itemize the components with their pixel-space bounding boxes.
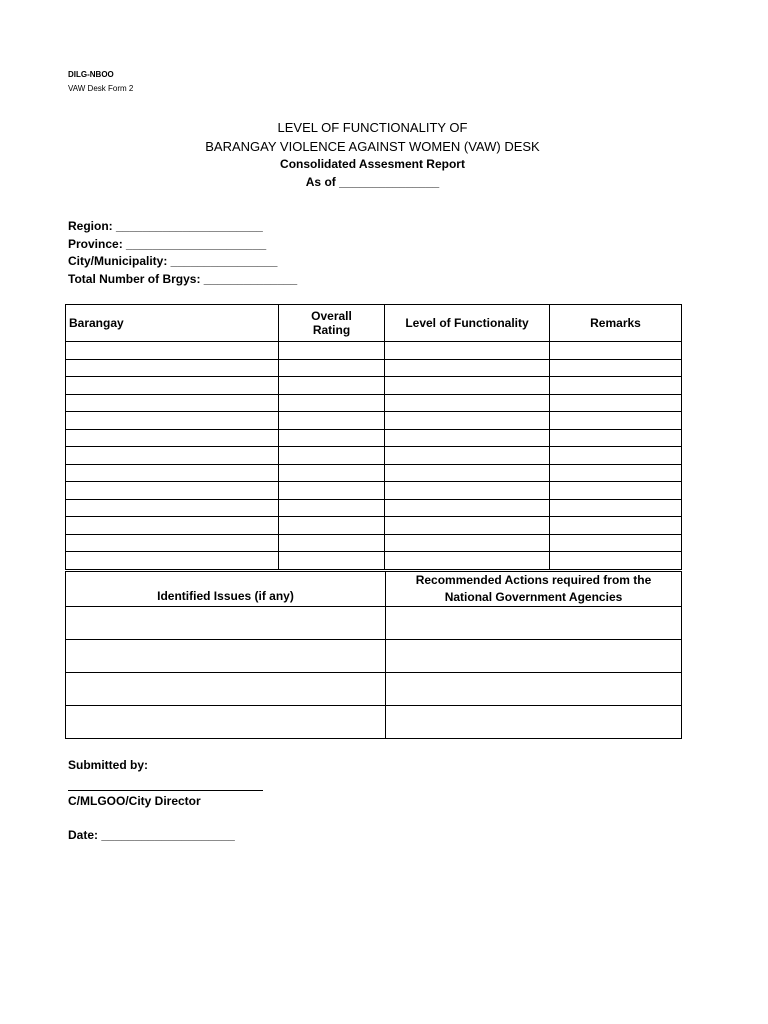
level-cell[interactable] — [385, 412, 550, 430]
barangay-cell[interactable] — [66, 552, 279, 570]
action-cell[interactable] — [386, 640, 682, 673]
table-row — [66, 534, 682, 552]
table-row — [66, 429, 682, 447]
rating-cell[interactable] — [279, 552, 385, 570]
table-row — [66, 464, 682, 482]
remarks-cell[interactable] — [550, 342, 682, 360]
barangay-cell[interactable] — [66, 394, 279, 412]
recommended-actions-line-2: National Government Agencies — [444, 590, 623, 604]
table-row — [66, 359, 682, 377]
rating-cell[interactable] — [279, 394, 385, 412]
action-cell[interactable] — [386, 673, 682, 706]
level-cell[interactable] — [385, 377, 550, 395]
remarks-cell[interactable] — [550, 359, 682, 377]
rating-cell[interactable] — [279, 464, 385, 482]
region-field[interactable]: Region: ______________________ — [68, 219, 263, 233]
rating-cell[interactable] — [279, 412, 385, 430]
table-row — [66, 447, 682, 465]
barangay-cell[interactable] — [66, 499, 279, 517]
rating-cell[interactable] — [279, 429, 385, 447]
level-cell[interactable] — [385, 394, 550, 412]
overall-label: Overall — [311, 309, 352, 323]
level-cell[interactable] — [385, 447, 550, 465]
level-cell[interactable] — [385, 359, 550, 377]
location-fields — [68, 218, 297, 288]
table-row — [66, 377, 682, 395]
table-row — [66, 394, 682, 412]
column-header-overall-rating — [279, 305, 385, 342]
form-code: DILG-NBOO — [68, 70, 114, 79]
table-row — [66, 482, 682, 500]
remarks-cell[interactable] — [550, 429, 682, 447]
table-row — [66, 342, 682, 360]
level-cell[interactable] — [385, 499, 550, 517]
remarks-cell[interactable] — [550, 464, 682, 482]
barangay-table — [65, 304, 682, 570]
issues-row — [66, 607, 682, 640]
table-row — [66, 552, 682, 570]
issues-row — [66, 673, 682, 706]
level-cell[interactable] — [385, 342, 550, 360]
rating-label: Rating — [312, 323, 351, 337]
level-cell[interactable] — [385, 429, 550, 447]
total-brgys-field[interactable]: Total Number of Brgys: ______________ — [68, 271, 298, 286]
barangay-cell[interactable] — [66, 342, 279, 360]
issues-row — [66, 706, 682, 739]
remarks-cell[interactable] — [550, 534, 682, 552]
table-header-row — [66, 305, 682, 342]
form-name: VAW Desk Form 2 — [68, 84, 134, 93]
table-row — [66, 517, 682, 535]
rating-cell[interactable] — [279, 377, 385, 395]
issue-cell[interactable] — [66, 673, 386, 706]
title-line-1: LEVEL OF FUNCTIONALITY OF — [277, 120, 468, 135]
barangay-cell[interactable] — [66, 377, 279, 395]
date-field[interactable]: Date: ____________________ — [68, 828, 235, 842]
rating-cell[interactable] — [279, 482, 385, 500]
issues-actions-table — [65, 571, 682, 739]
issue-cell[interactable] — [66, 607, 386, 640]
column-header-barangay: Barangay — [66, 305, 279, 342]
barangay-cell[interactable] — [66, 447, 279, 465]
barangay-cell[interactable] — [66, 429, 279, 447]
barangay-cell[interactable] — [66, 412, 279, 430]
column-header-recommended-actions — [386, 572, 682, 607]
city-municipality-field[interactable]: City/Municipality: ________________ — [68, 254, 278, 268]
rating-cell[interactable] — [279, 534, 385, 552]
signatory-title: C/MLGOO/City Director — [68, 794, 201, 808]
issues-header-row — [66, 572, 682, 607]
remarks-cell[interactable] — [550, 499, 682, 517]
remarks-cell[interactable] — [550, 412, 682, 430]
column-header-level-of-functionality: Level of Functionality — [385, 305, 550, 342]
rating-cell[interactable] — [279, 447, 385, 465]
submitted-by-label: Submitted by: — [68, 758, 148, 772]
table-row — [66, 412, 682, 430]
level-cell[interactable] — [385, 534, 550, 552]
as-of-field[interactable]: As of _______________ — [305, 175, 440, 189]
rating-cell[interactable] — [279, 342, 385, 360]
level-cell[interactable] — [385, 464, 550, 482]
barangay-cell[interactable] — [66, 517, 279, 535]
title-line-2: BARANGAY VIOLENCE AGAINST WOMEN (VAW) DESK — [205, 139, 540, 154]
issue-cell[interactable] — [66, 706, 386, 739]
barangay-cell[interactable] — [66, 359, 279, 377]
barangay-cell[interactable] — [66, 464, 279, 482]
remarks-cell[interactable] — [550, 377, 682, 395]
province-field[interactable]: Province: _____________________ — [68, 236, 267, 251]
barangay-cell[interactable] — [66, 534, 279, 552]
remarks-cell[interactable] — [550, 517, 682, 535]
action-cell[interactable] — [386, 706, 682, 739]
report-subtitle: Consolidated Assesment Report — [280, 157, 465, 171]
recommended-actions-line-1: Recommended Actions required from the — [415, 573, 652, 587]
rating-cell[interactable] — [279, 359, 385, 377]
remarks-cell[interactable] — [550, 482, 682, 500]
signature-line[interactable] — [68, 790, 263, 791]
column-header-identified-issues: Identified Issues (if any) — [66, 572, 386, 607]
remarks-cell[interactable] — [550, 447, 682, 465]
level-cell[interactable] — [385, 482, 550, 500]
issues-row — [66, 640, 682, 673]
barangay-cell[interactable] — [66, 482, 279, 500]
level-cell[interactable] — [385, 517, 550, 535]
action-cell[interactable] — [386, 607, 682, 640]
issue-cell[interactable] — [66, 640, 386, 673]
column-header-remarks: Remarks — [550, 305, 682, 342]
rating-cell[interactable] — [279, 517, 385, 535]
remarks-cell[interactable] — [550, 394, 682, 412]
rating-cell[interactable] — [279, 499, 385, 517]
level-cell[interactable] — [385, 552, 550, 570]
remarks-cell[interactable] — [550, 552, 682, 570]
table-row — [66, 499, 682, 517]
